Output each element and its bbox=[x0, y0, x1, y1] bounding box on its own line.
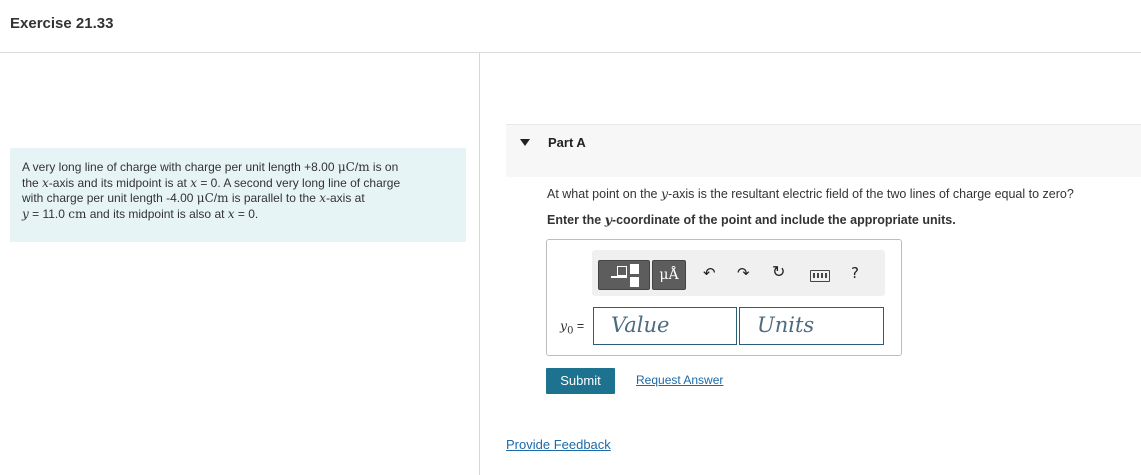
column-divider bbox=[479, 53, 480, 475]
problem-line-1 bbox=[22, 160, 456, 176]
math-var: x bbox=[227, 206, 235, 221]
header-divider bbox=[0, 52, 1141, 53]
reset-icon[interactable]: ↻ bbox=[772, 262, 786, 281]
unit-text: m bbox=[217, 191, 229, 205]
help-icon[interactable]: ? bbox=[851, 264, 859, 282]
units-input[interactable]: Units bbox=[739, 307, 884, 345]
problem-line-2 bbox=[22, 176, 456, 192]
problem-text: is parallel to the bbox=[228, 191, 320, 205]
problem-line-4 bbox=[22, 207, 456, 223]
unit-text: μC bbox=[196, 191, 214, 205]
provide-feedback-link[interactable]: Provide Feedback bbox=[506, 437, 611, 452]
question-part: -axis is the resultant electric field of the two lines of charge equal to zero? bbox=[668, 187, 1074, 201]
problem-text: the bbox=[22, 175, 43, 190]
math-var: x bbox=[42, 175, 49, 190]
instruction-text bbox=[547, 212, 956, 227]
math-var: y bbox=[22, 206, 29, 221]
template-icon-part bbox=[630, 277, 639, 287]
part-header[interactable] bbox=[506, 124, 1141, 177]
math-var: y bbox=[560, 318, 568, 333]
request-answer-link[interactable]: Request Answer bbox=[636, 373, 724, 387]
problem-text: = 11.0 bbox=[28, 206, 69, 221]
question-part: At what point on the bbox=[547, 187, 661, 201]
unit-text: μC bbox=[337, 160, 355, 174]
units-button[interactable]: μÅ bbox=[652, 260, 686, 290]
problem-text: -axis and its midpoint is at bbox=[48, 175, 191, 190]
problem-statement bbox=[10, 148, 466, 242]
problem-line-3 bbox=[22, 191, 456, 207]
template-icon-part bbox=[630, 264, 639, 274]
submit-button[interactable]: Submit bbox=[546, 368, 615, 394]
problem-text: = 0. bbox=[234, 206, 259, 221]
problem-text: with charge per unit length -4.00 bbox=[22, 191, 197, 205]
value-input[interactable]: Value bbox=[593, 307, 737, 345]
template-icon bbox=[617, 266, 627, 276]
template-button[interactable] bbox=[598, 260, 650, 290]
part-label[interactable]: Part A bbox=[548, 135, 586, 150]
problem-text: and its midpoint is also at bbox=[86, 206, 228, 221]
math-var: y bbox=[660, 186, 669, 201]
problem-text: -axis at bbox=[326, 191, 365, 205]
instruction-part: Enter the bbox=[547, 213, 605, 227]
answer-variable-label bbox=[560, 318, 584, 337]
keyboard-icon[interactable] bbox=[810, 270, 830, 282]
problem-text: / bbox=[354, 160, 359, 174]
question-text bbox=[547, 186, 1074, 201]
problem-text: A very long line of charge with charge per unit length +8.00 bbox=[22, 160, 338, 174]
problem-text: / bbox=[213, 191, 218, 205]
instruction-part: -coordinate of the point and include the appropriate units. bbox=[611, 213, 956, 227]
math-var: x bbox=[319, 191, 326, 205]
page-title: Exercise 21.33 bbox=[10, 15, 114, 32]
unit-text: m bbox=[358, 160, 370, 174]
caret-down-icon[interactable] bbox=[520, 139, 530, 146]
math-var: x bbox=[190, 175, 197, 190]
problem-text: is on bbox=[369, 160, 399, 174]
math-var: y bbox=[604, 212, 612, 227]
redo-icon[interactable]: ↷ bbox=[737, 264, 750, 282]
problem-text: = 0. A second very long line of charge bbox=[196, 175, 401, 190]
unit-text: cm bbox=[68, 206, 87, 221]
template-icon-part bbox=[611, 276, 627, 278]
equals-sign: = bbox=[573, 319, 585, 333]
math-subscript: 0 bbox=[567, 325, 574, 337]
undo-icon[interactable]: ↶ bbox=[703, 264, 716, 282]
